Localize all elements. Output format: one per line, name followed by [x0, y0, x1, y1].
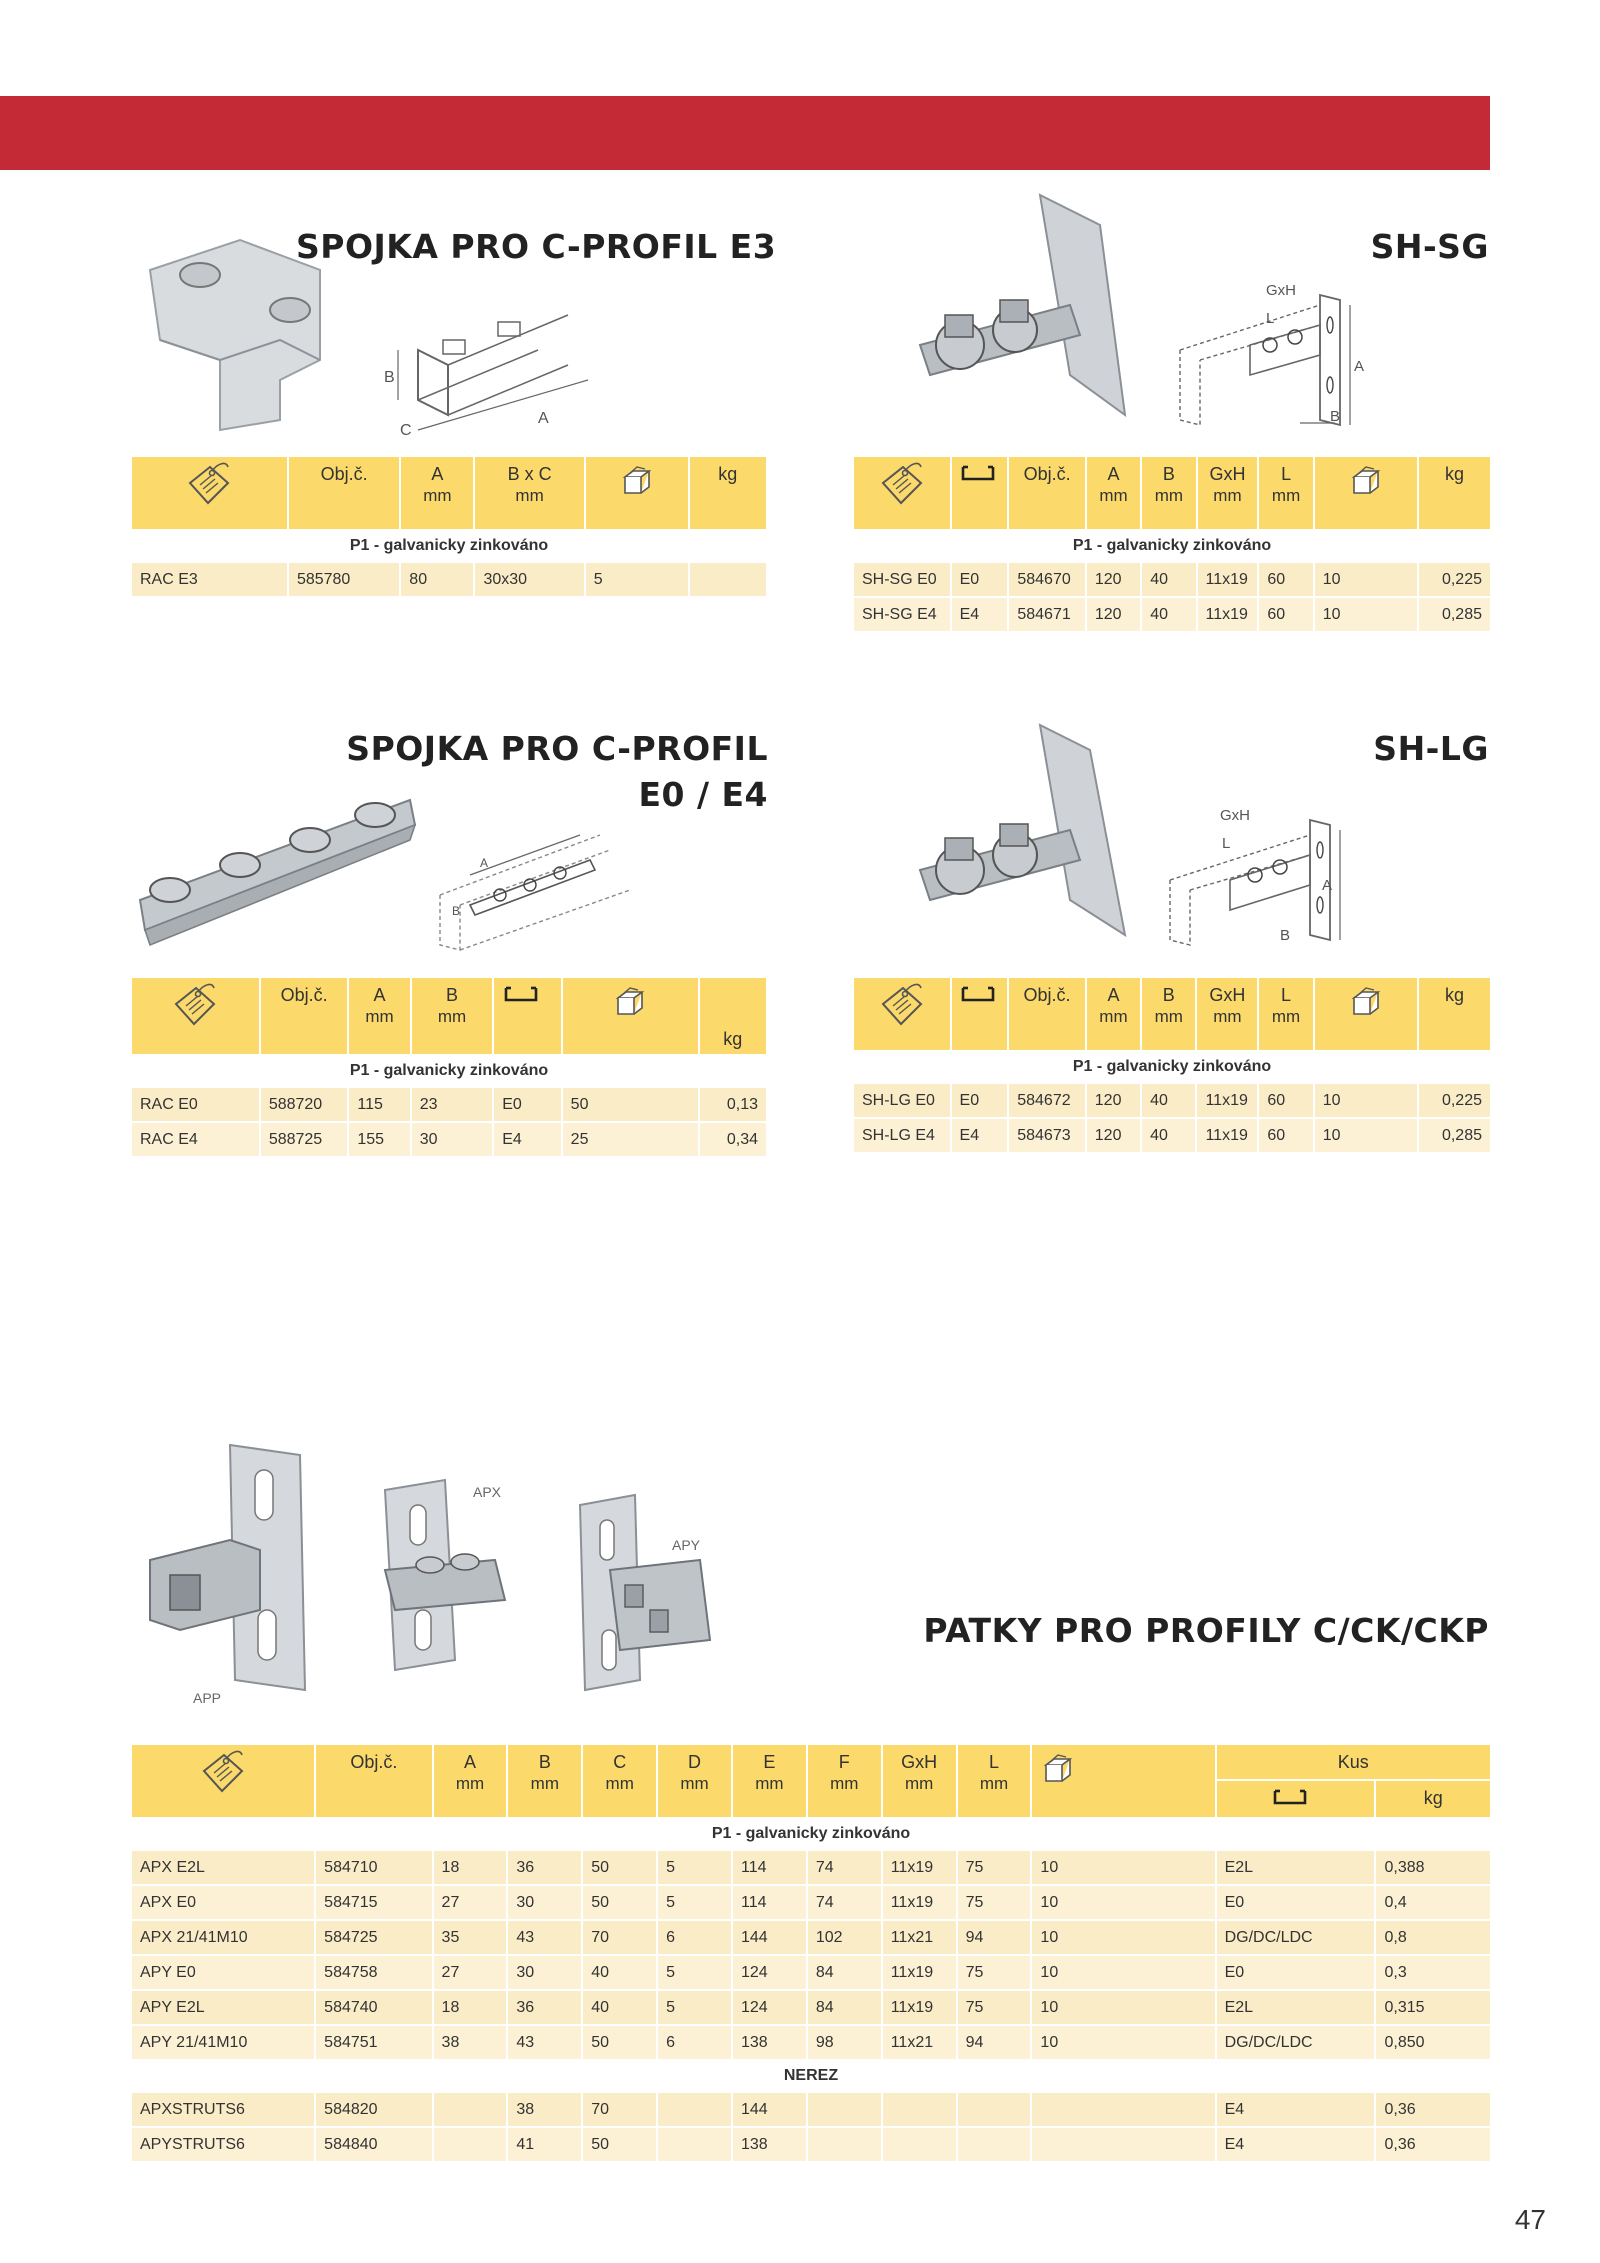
col-f: F [838, 1752, 850, 1772]
dim-l-label: L [1266, 310, 1275, 327]
dim-b-label: B [1330, 408, 1341, 425]
table-row: APX E2L 584710 18 36 50 5 114 74 11x19 75 10 E2L 0,388 [132, 1851, 1490, 1884]
label-apx: APX [473, 1484, 502, 1500]
col-obj: Obj.č. [1009, 978, 1085, 1050]
section-subtitle: P1 - galvanicky zinkováno [132, 531, 766, 561]
dim-b-label: B [1280, 927, 1291, 944]
section-title-shsg: SH-SG [1370, 227, 1489, 266]
dim-a-label: A [538, 410, 549, 427]
product-photo-e0e4 [130, 770, 430, 950]
col-a: A [431, 464, 444, 484]
table-row: APX E0 584715 27 30 50 5 114 74 11x19 75 10 E0 0,4 [132, 1886, 1490, 1919]
box-header-icon [1315, 457, 1417, 529]
product-photo-e3 [130, 230, 360, 440]
col-kus: Kus [1217, 1745, 1490, 1779]
col-obj: Obj.č. [289, 457, 399, 529]
product-photo-apy [570, 1490, 720, 1700]
table-row: APY E0 584758 27 30 40 5 124 84 11x19 75 10 E0 0,3 [132, 1956, 1490, 1989]
table-row: APYSTRUTS6 584840 41 50 138 E4 0,36 [132, 2128, 1490, 2161]
col-d: D [688, 1752, 702, 1772]
table-row: SH-SG E0 E0 584670 120 40 11x19 60 10 0,225 [854, 563, 1490, 596]
tag-header-icon [132, 1745, 314, 1817]
table-row: APX 21/41M10 584725 35 43 70 6 144 102 11x21 94 10 DG/DC/LDC 0,8 [132, 1921, 1490, 1954]
channel-header-icon [1217, 1781, 1375, 1817]
col-kg: kg [700, 978, 766, 1054]
table-row: SH-SG E4 E4 584671 120 40 11x19 60 10 0,285 [854, 598, 1490, 631]
diagram-e0e4 [430, 815, 650, 955]
section-title-patky: PATKY PRO PROFILY C/CK/CKP [923, 1611, 1489, 1650]
col-obj: Obj.č. [316, 1745, 431, 1817]
col-a: A [1107, 464, 1120, 484]
col-l: L [1281, 464, 1292, 484]
label-apy: APY [672, 1537, 701, 1553]
col-obj: Obj.č. [261, 978, 348, 1054]
patky-rows [132, 1851, 1490, 2059]
dim-gxh-label: GxH [1220, 807, 1250, 824]
tag-header-icon [132, 978, 259, 1054]
product-photo-shsg [900, 185, 1140, 430]
col-gxh: GxH [1209, 985, 1246, 1005]
table-e0e4: Obj.č. A mm B mm kg P1 - galvanicky zinkováno RAC E0 588720 115 23 E0 50 0,13 RAC E4 588725 155 30 E4 25 0,34 [130, 976, 768, 1158]
table-row: RAC E3 585780 80 30x30 5 [132, 563, 766, 596]
col-gxh: GxH [901, 1752, 938, 1772]
col-kg: kg [1376, 1781, 1490, 1817]
col-b: B [1162, 985, 1175, 1005]
channel-header-icon [952, 457, 1008, 529]
col-a: A [373, 985, 386, 1005]
tag-header-icon [132, 457, 287, 529]
patky-rows-nerez [132, 2093, 1490, 2161]
product-photo-apx [365, 1470, 525, 1680]
section-subtitle: P1 - galvanicky zinkováno [854, 1052, 1490, 1082]
table-shlg: Obj.č. A mm B mm GxH mm L mm kg P1 - galvanicky zinkováno SH-LG E0 E0 584672 120 40 11x19 60 10 0,225 SH-LG E4 E4 584673 120 40 11x19 60 10 0,285 [852, 976, 1492, 1154]
tag-header-icon [854, 457, 950, 529]
header-band [0, 96, 1490, 170]
box-header-icon [563, 978, 698, 1054]
col-l: L [1281, 985, 1292, 1005]
col-kg: kg [690, 457, 766, 529]
col-gxh: GxH [1209, 464, 1246, 484]
table-e3: Obj.č. A mm B x C mm kg P1 - galvanicky zinkováno RAC E3 585780 80 30x30 5 [130, 455, 768, 598]
product-photo-shlg [900, 720, 1140, 950]
col-e: E [763, 1752, 776, 1772]
col-b: B [538, 1752, 551, 1772]
table-row: RAC E0 588720 115 23 E0 50 0,13 [132, 1088, 766, 1121]
section-subtitle: P1 - galvanicky zinkováno [132, 1819, 1490, 1849]
table-row: APY 21/41M10 584751 38 43 50 6 138 98 11x21 94 10 DG/DC/LDC 0,850 [132, 2026, 1490, 2059]
col-b: B [1162, 464, 1175, 484]
section-subtitle: P1 - galvanicky zinkováno [854, 531, 1490, 561]
dim-c-label: C [400, 422, 412, 439]
box-header-icon [1032, 1745, 1214, 1817]
table-row: RAC E4 588725 155 30 E4 25 0,34 [132, 1123, 766, 1156]
section-subtitle: P1 - galvanicky zinkováno [132, 1056, 766, 1086]
col-kg: kg [1419, 457, 1490, 529]
diagram-e3 [384, 320, 598, 440]
tag-header-icon [854, 978, 950, 1050]
section-title-e0e4: SPOJKA PRO C-PROFIL E0 / E4 [346, 729, 768, 814]
channel-header-icon [952, 978, 1008, 1050]
col-b: B [445, 985, 458, 1005]
table-row: SH-LG E4 E4 584673 120 40 11x19 60 10 0,285 [854, 1119, 1490, 1152]
col-bxc: B x C [507, 464, 552, 484]
dim-a-label: A [480, 856, 489, 870]
col-kg: kg [1419, 978, 1490, 1050]
dim-gxh-label: GxH [1266, 282, 1296, 299]
dim-a-label: A [1354, 358, 1365, 375]
dim-b-label: B [384, 369, 395, 386]
dim-a-label: A [1322, 877, 1333, 894]
box-header-icon [1315, 978, 1417, 1050]
box-header-icon [586, 457, 688, 529]
section-title-shlg: SH-LG [1373, 729, 1489, 768]
col-a: A [1107, 985, 1120, 1005]
product-photo-app [140, 1440, 330, 1700]
page-number: 47 [1514, 2204, 1546, 2235]
col-a: A [463, 1752, 476, 1772]
channel-header-icon [494, 978, 560, 1054]
dim-b-label: B [452, 904, 461, 918]
col-c: C [613, 1752, 627, 1772]
col-l: L [988, 1752, 999, 1772]
diagram-shlg [1160, 800, 1360, 950]
table-row: SH-LG E0 E0 584672 120 40 11x19 60 10 0,225 [854, 1084, 1490, 1117]
table-row: APY E2L 584740 18 36 40 5 124 84 11x19 75 10 E2L 0,315 [132, 1991, 1490, 2024]
table-row: APXSTRUTS6 584820 38 70 144 E4 0,36 [132, 2093, 1490, 2126]
section-title-e3: SPOJKA PRO C-PROFIL E3 [296, 227, 777, 266]
diagram-shsg [1170, 275, 1370, 435]
col-obj: Obj.č. [1009, 457, 1085, 529]
section-subtitle-nerez: NEREZ [132, 2061, 1490, 2091]
table-shsg: Obj.č. A mm B mm GxH mm L mm kg P1 - galvanicky zinkováno SH-SG E0 E0 584670 120 40 11x19 60 10 0,225 SH-SG E4 E4 584671 120 40 11x19 60 10 0,285 [852, 455, 1492, 633]
label-app: APP [193, 1690, 222, 1706]
table-patky: Obj.č. A mm B mm C mm D mm E mm F mm GxH mm L mm Kus kg P1 - galvanicky zinkováno APX E2L 584710 18 36 50 5 114 74 11x19 75 10 E2L 0,388 APX E0 584715 27 30 50 5 114 74 11x19 75 10 E0 0,4 APX 21/41M10 584725 35 43 70 6 144 102 11x21 94 10 DG/DC/LDC 0,8 APY E0 584758 27 30 40 5 124 84 11x19 75 10 E0 0,3 APY E2L 584740 18 36 40 5 124 84 11x19 75 10 E2L 0,315 APY 21/41M10 584751 38 43 50 6 138 98 11x21 94 10 DG/DC/LDC 0,850 NEREZ APXSTRUTS6 584820 38 70 144 E4 0,36 APYSTRUTS6 584840 41 50 138 E4 0,36 [130, 1743, 1492, 2163]
dim-l-label: L [1222, 835, 1231, 852]
